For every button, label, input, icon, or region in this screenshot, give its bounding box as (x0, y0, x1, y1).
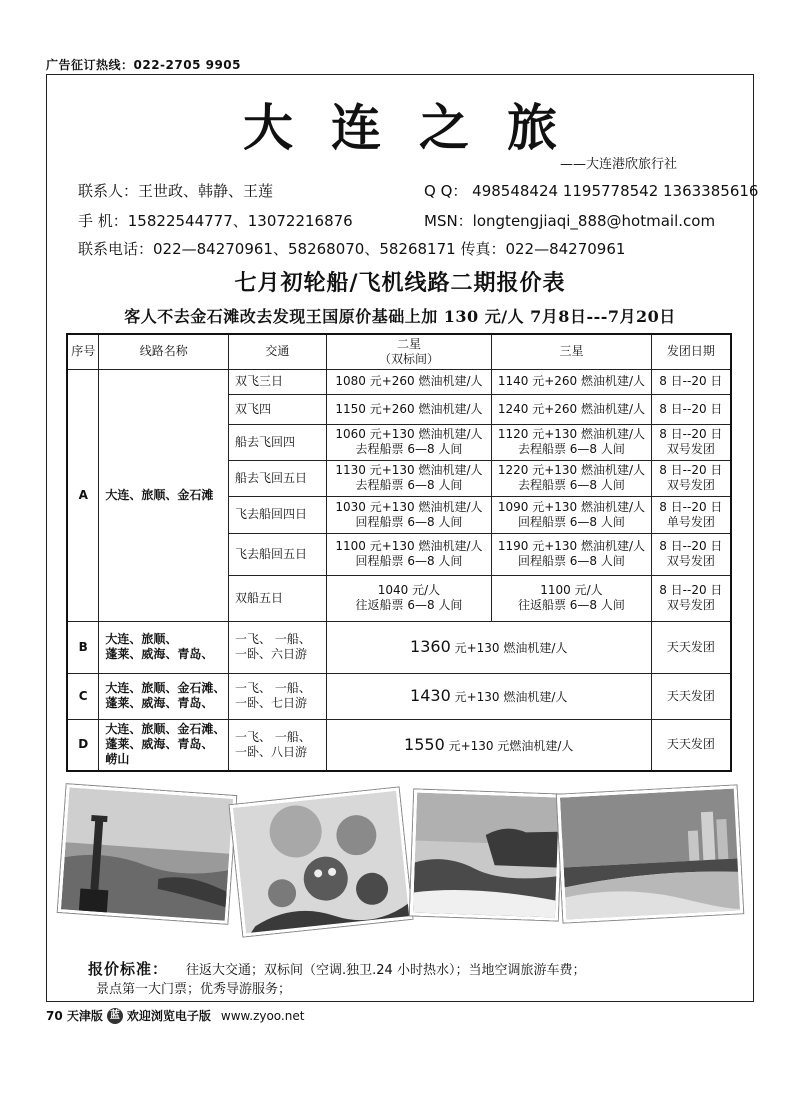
three-star-price: 1240 元+260 燃油机建/人 (492, 394, 651, 424)
transport-cell: 船去飞回四 (229, 424, 327, 460)
page-title: 大连之旅 (243, 98, 595, 157)
price-table-title: 七月初轮船/飞机线路二期报价表 (234, 270, 566, 296)
schedule-cell: 8 日--20 日 双号发团 (651, 575, 731, 621)
package-price: 1360 元+130 燃油机建/人 (326, 621, 651, 673)
transport-cell: 一飞、 一船、 一卧、八日游 (229, 719, 327, 771)
schedule-cell: 8 日--20 日 双号发团 (651, 424, 731, 460)
beach-towers-photo (557, 785, 743, 922)
price-standard-line2: 景点第一大门票；优秀导游服务； (96, 982, 292, 997)
schedule-cell: 8 日--20 日 (651, 394, 731, 424)
three-star-price: 1190 元+130 燃油机建/人 回程船票 6—8 人间 (492, 533, 651, 575)
group-code: C (67, 673, 99, 719)
three-star-price: 1100 元/人 往返船票 6—8 人间 (492, 575, 651, 621)
header-three-star: 三星 (492, 334, 651, 369)
transport-cell: 双飞三日 (229, 369, 327, 394)
photo-strip (0, 782, 800, 952)
three-star-price: 1140 元+260 燃油机建/人 (492, 369, 651, 394)
two-star-price: 1130 元+130 燃油机建/人 去程船票 6—8 人间 (326, 460, 491, 496)
three-star-price: 1220 元+130 燃油机建/人 去程船票 6—8 人间 (492, 460, 651, 496)
table-row (67, 621, 731, 673)
transport-cell: 一飞、 一船、 一卧、七日游 (229, 673, 327, 719)
three-star-price: 1090 元+130 燃油机建/人 回程船票 6—8 人间 (492, 496, 651, 533)
transport-cell: 双飞四 (229, 394, 327, 424)
two-star-price: 1060 元+130 燃油机建/人 去程船票 6—8 人间 (326, 424, 491, 460)
transport-cell: 一飞、 一船、 一卧、六日游 (229, 621, 327, 673)
header-no: 序号 (67, 334, 99, 369)
price-table (66, 333, 732, 772)
header-route: 线路名称 (99, 334, 229, 369)
two-star-price: 1040 元/人 往返船票 6—8 人间 (326, 575, 491, 621)
page-number: 70 天津版 (46, 1009, 103, 1023)
schedule-cell: 天天发团 (651, 719, 731, 771)
price-standard-line1: 往返大交通；双标间（空调.独卫.24 小时热水）；当地空调旅游车费； (186, 963, 586, 978)
group-code: B (67, 621, 99, 673)
package-price: 1550 元+130 元燃油机建/人 (326, 719, 651, 771)
transport-cell: 双船五日 (229, 575, 327, 621)
lighthouse-coast-photo (58, 784, 237, 924)
rocky-shore-photo (410, 789, 562, 920)
ad-hotline: 广告征订热线：022-2705 9905 (46, 58, 242, 72)
schedule-cell: 8 日--20 日 双号发团 (651, 460, 731, 496)
two-star-price: 1030 元+130 燃油机建/人 回程船票 6—8 人间 (326, 496, 491, 533)
three-star-price: 1120 元+130 燃油机建/人 去程船票 6—8 人间 (492, 424, 651, 460)
cartoon-park-photo (230, 787, 413, 936)
header-schedule: 发团日期 (651, 334, 731, 369)
two-star-price: 1080 元+260 燃油机建/人 (326, 369, 491, 394)
route-name: 大连、旅顺、 蓬莱、威海、青岛、 (99, 621, 229, 673)
contact-mobile: 手 机：15822544777、13072216876 (78, 212, 353, 230)
two-star-price: 1150 元+260 燃油机建/人 (326, 394, 491, 424)
contact-msn: MSN：longtengjiaqi_888@hotmail.com (424, 212, 716, 230)
price-notice: 客人不去金石滩改去发现王国原价基础上加 130 元/人 7月8日---7月20日 (124, 307, 676, 326)
page-footer (46, 1007, 304, 1024)
edition-badge-icon: 蓝 (107, 1008, 123, 1024)
table-row (67, 369, 731, 394)
price-standard-label: 报价标准： (88, 960, 169, 978)
table-row (67, 673, 731, 719)
agency-signature: ——大连港欣旅行社 (560, 157, 678, 172)
schedule-cell: 天天发团 (651, 621, 731, 673)
two-star-price: 1100 元+130 燃油机建/人 回程船票 6—8 人间 (326, 533, 491, 575)
transport-cell: 飞去船回四日 (229, 496, 327, 533)
contact-qq: Q Q： 498548424 1195778542 1363385616 (424, 182, 759, 200)
table-header-row (67, 334, 731, 369)
schedule-cell: 天天发团 (651, 673, 731, 719)
footer-text: 欢迎浏览电子版 (126, 1009, 211, 1023)
footer-url[interactable]: www.zyoo.net (220, 1008, 305, 1023)
contact-people: 联系人：王世政、韩静、王莲 (78, 182, 274, 200)
transport-cell: 飞去船回五日 (229, 533, 327, 575)
group-code: A (67, 369, 99, 621)
header-transport: 交通 (229, 334, 327, 369)
route-name: 大连、旅顺、金石滩、 蓬莱、威海、青岛、 崂山 (99, 719, 229, 771)
header-two-star: 二星 （双标间） (326, 334, 491, 369)
route-name: 大连、旅顺、金石滩 (99, 369, 229, 621)
transport-cell: 船去飞回五日 (229, 460, 327, 496)
contact-phone: 联系电话：022—84270961、58268070、58268171 传真：022—84270961 (78, 240, 626, 258)
table-row (67, 719, 731, 771)
schedule-cell: 8 日--20 日 (651, 369, 731, 394)
schedule-cell: 8 日--20 日 单号发团 (651, 496, 731, 533)
price-standard (88, 958, 585, 979)
package-price: 1430 元+130 燃油机建/人 (326, 673, 651, 719)
group-code: D (67, 719, 99, 771)
route-name: 大连、旅顺、金石滩、 蓬莱、威海、青岛、 (99, 673, 229, 719)
schedule-cell: 8 日--20 日 双号发团 (651, 533, 731, 575)
